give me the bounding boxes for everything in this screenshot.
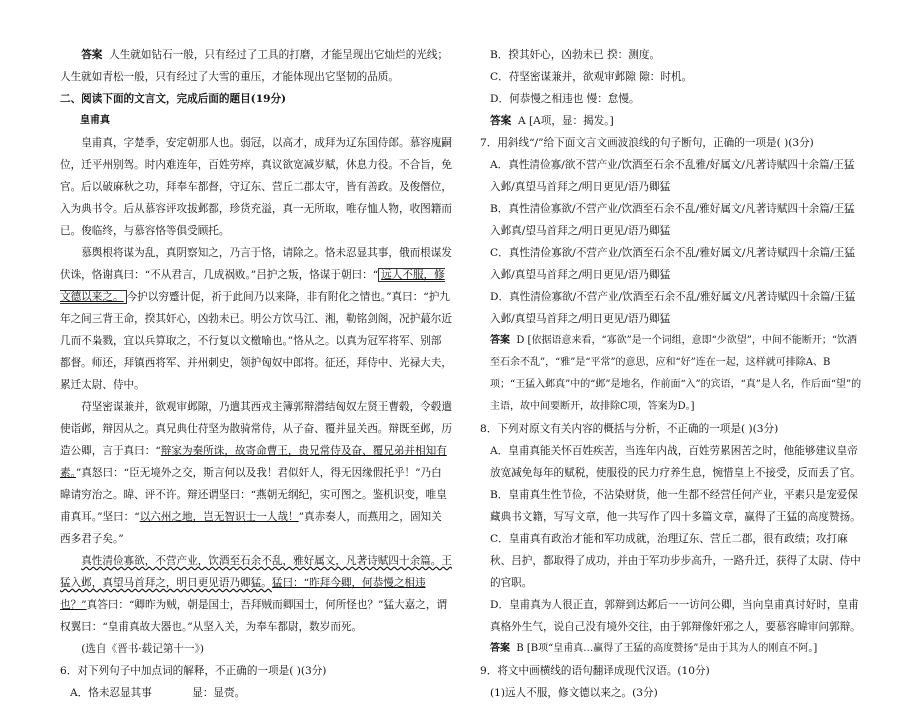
passage-paragraph-1: 皇甫真，字楚季，安定朝那人也。弱冠，以高才，成拜为辽东国侍郎。慕容廆嗣位，迁平州别驾。时内难连年，百姓劳瘁，真议欲宽减岁赋，休息力役。不合旨，免官。后以破麻秋之功，拜奉车都督，守辽东、营丘二郡太守，皆有善政。及俊僭位，入为典书令。后从慕容评攻拔邺都，珍货充溢，真一无所取，唯存恤人物，收图籍而已。俊临终，与慕容恪等俱受顾托。 [60, 137, 452, 237]
question-7-option-b: B．真性清俭寡欲/不营产业/饮酒至石余不乱/雅好属文/凡著诗赋四十余篇/王猛入邺真/望马首拜之/明日更见/语乃卿猛 [490, 203, 855, 237]
passage-paragraph-3: 苻坚密谋兼并，欲观审邺隙，乃遣其西戎主簿郭辩潜结匈奴左贤王曹毂，令毂遣使诣邺，辩因从之。真兄典仕苻坚为散骑常侍，从子奋、覆并显关西。辩既至邺，历造公卿，言于真曰：“辩家为秦所诛，故寄命曹王，贵兄常侍及奋、覆兄弟并相知有素。”真怒曰：“臣无境外之交，斯言何以及我！君似奸人，得无因缘假托乎！”乃白暐请穷治之。暐、评不许。辩还谓坚曰：“燕朝无纲纪，实可图之。鉴机识变，唯皇甫真耳。”坚曰：“以六州之地，岂无智识士一人哉！”真赤奏人，而燕用之，固知关西多君子矣。” [60, 401, 452, 545]
question-6-answer: 答案 A [A项，显：揭发。] [490, 115, 614, 127]
question-6-option-a: A．恪未忍显其事 显：显赍。 [70, 687, 246, 699]
question-6-option-b: B．揆其奸心，凶勃未已 揆：测度。 [490, 49, 661, 61]
answer-label: 答案 [81, 49, 103, 61]
question-8-answer: 答案 B [B项“皇甫真…赢得了王猛的高度赞扬”是由于其为人的刚直不阿。] [490, 643, 818, 654]
passage-source: (选自《晋书·载记第十一》) [81, 643, 205, 655]
question-8-option-a: A．皇甫真能关怀百姓疾苦，当连年内战，百姓劳累困苦之时，他能够建议皇帝放宽减免每年的赋税，使服役的民力疗养生息，惋惜皇上不接受，反而丢了官。 [490, 445, 861, 479]
question-8-option-d: D．皇甫真为人很正直，郭辩到达邺后一一访问公卿，当向皇甫真讨好时，皇甫真格外生气，说自己没有境外交往，由于郭辩像奸邪之人，要慕容暐审问郭辩。 [490, 599, 861, 633]
passage-title: 皇甫真 [80, 115, 110, 126]
answer-paragraph [60, 44, 452, 88]
question-8: 8．下列对原文有关内容的概括与分析，不正确的一项是( )(3分) [480, 423, 779, 435]
passage-paragraph-2: 慕舆根将谋为乱，真阴察知之，乃言于恪，请除之。恪未忍显其事，俄而根谋发伏诛，恪谢真曰：“不从君言，几成祸败。”吕护之叛，恪谋于朝曰：“ 远人不服，修文德以来之。 今护以穷蹙计促，祈于此间乃以来降，非有附化之情也。”真曰：“护九年之间三背王命，揆其奸心，凶勃未已。明公方饮马江、湘，勒铭剑阁，况护蕞尔近几而不枭戮，宜以兵算取之，不行复以文檄喻也。”恪从之。以真为冠军将军、别部都督。师还，拜镇西将军、并州刺史，领护匈奴中郎将。征还，拜侍中、光禄大夫，累迁太尉、侍中。 [60, 247, 452, 391]
underlined-sentence-4: 猛曰：“昨拜今卿，何恭慢之相违也？” [60, 577, 426, 611]
question-9-part-1: (1)远人不服，修文德以来之。(3分) [490, 687, 658, 699]
wavy-underlined-passage: 真性清俭寡欲，不营产业，饮酒至石余不乱，雅好属文，凡著诗赋四十余篇。王猛入邺，真望马首拜之，明日更见语乃卿猛。 [60, 555, 452, 589]
left-column [60, 44, 452, 704]
underlined-sentence-3: 以六州之地，岂无智识士一人哉！ [139, 511, 299, 523]
section-heading: 二、阅读下面的文言文，完成后面的题目(19分) [60, 93, 287, 105]
question-7-option-c: C．真性清俭寡欲/不营产业/饮酒至石余不乱/雅好属文/凡著诗赋四十余篇/王猛入邺/真望马首拜之/明日更见/语乃卿猛 [490, 247, 855, 281]
right-column [480, 44, 865, 704]
question-9: 9．将文中画横线的语句翻译成现代汉语。(10分) [480, 665, 710, 677]
question-7-option-d: D．真性清俭寡欲/不营产业/饮酒至石余不乱/雅好属文/凡著诗赋四十余篇/王猛入邺/真望马首拜之/明日更见/语乃卿猛 [490, 291, 856, 325]
question-6: 6．对下列句子中加点词的解释，不正确的一项是( )(3分) [60, 665, 327, 677]
underlined-sentence-2: 辩家为秦所诛，故寄命曹王，贵兄常侍及奋、覆兄弟并相知有素。 [60, 445, 447, 479]
question-7: 7．用斜线“/”给下面文言文画波浪线的句子断句，正确的一项是( )(3分) [480, 137, 814, 149]
question-8-option-b: B．皇甫真生性节俭，不沾染财货，他一生都不经营任何产业，平素只是宠爱保藏典书文籍，写写文章，他一共写作了四十多篇文章，赢得了王猛的高度赞扬。 [490, 489, 861, 523]
answer-text: 人生就如钻石一般，只有经过了工具的打磨，才能呈现出它灿烂的光线；人生就如青松一般，只有经过了大雪的重压，才能体现出它坚韧的品质。 [60, 49, 449, 83]
question-6-option-c: C．苻坚密谋兼并，欲观审邺隙 隙：时机。 [490, 71, 693, 83]
question-7-answer: 答案 D [依据语意来看，“寡欲”是一个词组，意即“少欲望”，中间不能断开；“饮酒至石余不乱”，“雅”是“平常”的意思，应和“好”连在一起，这样就可排除A、B项；“王猛入邺真”中的“邺”是地名，作前面“入”的宾语，“真”是人名，作后面“望”的主语，故中间要断开，故排除C项，答案为D。] [490, 335, 862, 412]
question-6-option-d: D．何恭慢之相违也 慢：怠慢。 [490, 93, 640, 105]
question-8-option-c: C．皇甫真有政治才能和军功成就，治理辽东、营丘二郡，很有政绩；攻打麻秋、吕护，都取得了成功，并由于军功步步高升，一路升迁，获得了太尉、侍中的官职。 [490, 533, 861, 589]
passage-paragraph-4: 真性清俭寡欲，不营产业，饮酒至石余不乱，雅好属文，凡著诗赋四十余篇。王猛入邺，真望马首拜之，明日更见语乃卿猛。猛曰：“昨拜今卿，何恭慢之相违也？”真答曰：“卿昨为贼，朝是国士，吾拜贼而卿国士，何所怪也？”猛大嘉之，谓权翼曰：“皇甫真故大器也。”从坚入关，为奉车都尉，数岁而死。 [60, 555, 452, 633]
underlined-sentence-1: 远人不服，修文德以来之。 [60, 269, 445, 303]
question-7-option-a: A．真性清俭寡/欲不营产业/饮酒至石余不乱雅/好属文/凡著诗赋四十余篇/王猛入邺/真望马首拜之/明日更见/语乃卿猛 [490, 159, 855, 193]
